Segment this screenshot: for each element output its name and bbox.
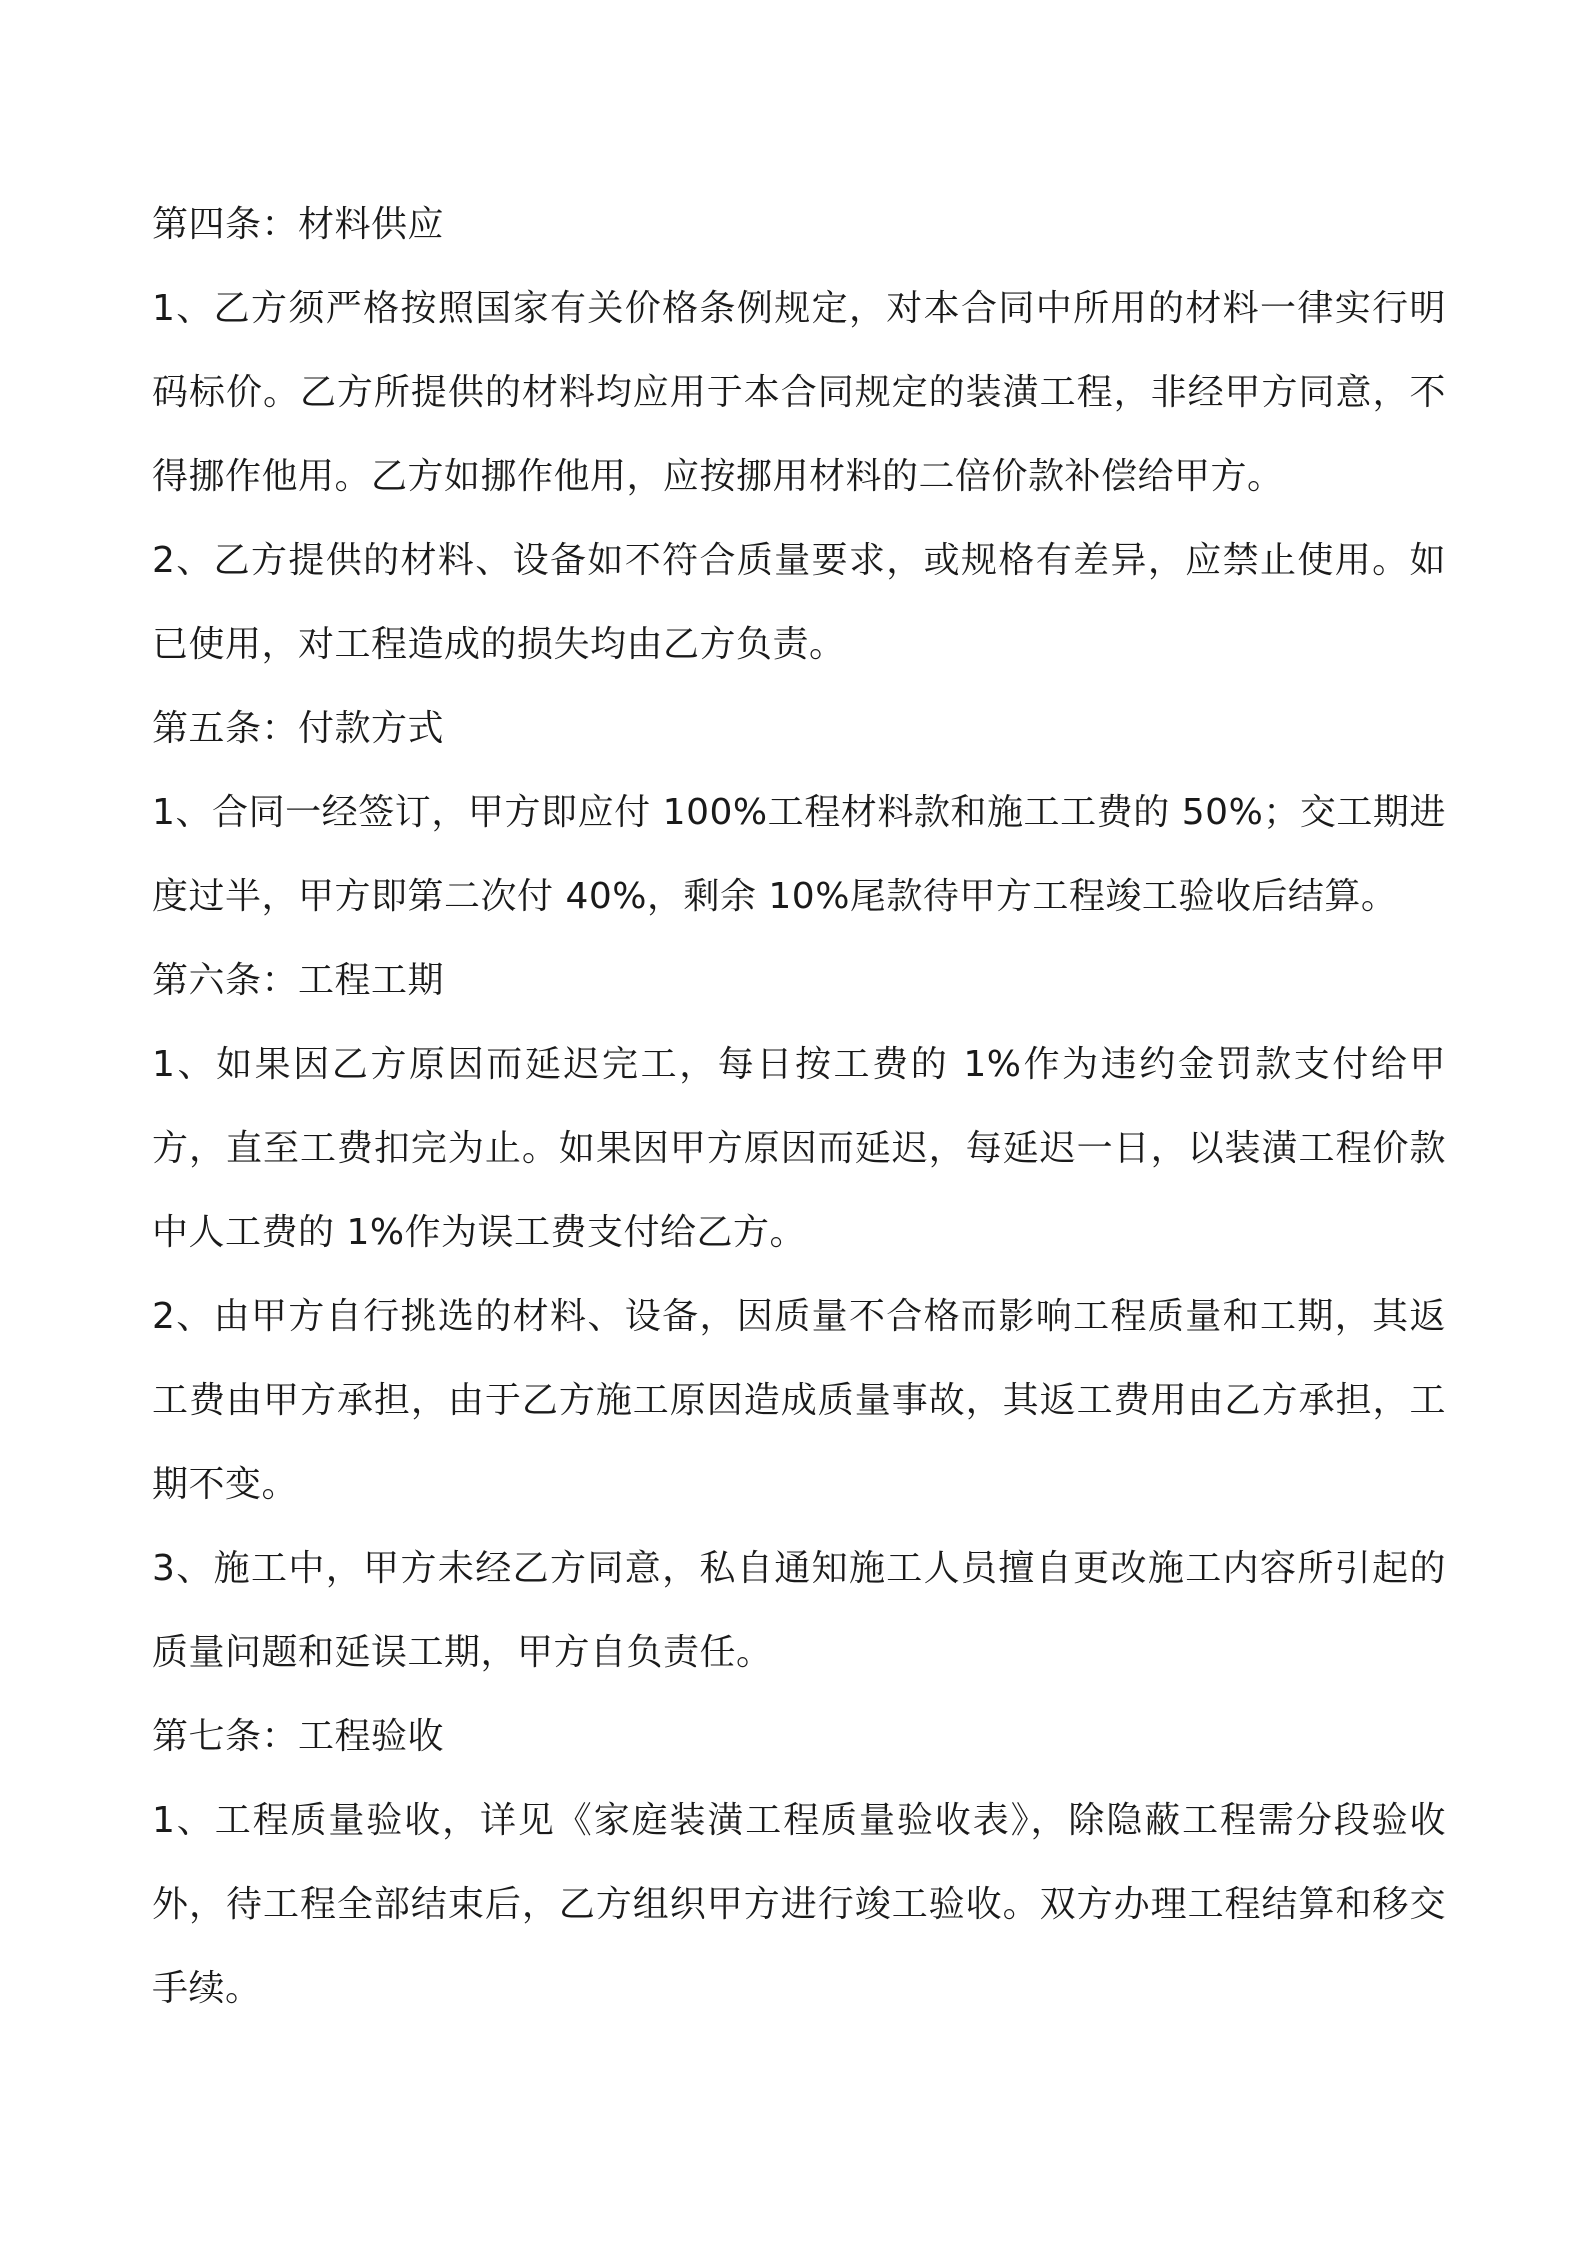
clause-paragraph: 2、乙方提供的材料、设备如不符合质量要求，或规格有差异，应禁止使用。如已使用，对工程造成的损失均由乙方负责。 xyxy=(152,540,1446,665)
clause-paragraph: 1、工程质量验收，详见《家庭装潢工程质量验收表》，除隐蔽工程需分段验收外，待工程全部结束后，乙方组织甲方进行竣工验收。双方办理工程结算和移交手续。 xyxy=(152,1800,1446,2009)
clause-paragraph: 1、如果因乙方原因而延迟完工，每日按工费的 1%作为违约金罚款支付给甲方，直至工费扣完为止。如果因甲方原因而延迟，每延迟一日，以装潢工程价款中人工费的 1%作为误工费支付给乙方。 xyxy=(152,1044,1446,1253)
clause-paragraph: 1、乙方须严格按照国家有关价格条例规定，对本合同中所用的材料一律实行明码标价。乙方所提供的材料均应用于本合同规定的装潢工程，非经甲方同意，不得挪作他用。乙方如挪作他用，应按挪用材料的二倍价款补偿给甲方。 xyxy=(152,288,1446,497)
clause-paragraph: 3、施工中，甲方未经乙方同意，私自通知施工人员擅自更改施工内容所引起的质量问题和延误工期，甲方自负责任。 xyxy=(152,1548,1446,1673)
clause-paragraph: 1、合同一经签订，甲方即应付 100%工程材料款和施工工费的 50%；交工期进度过半，甲方即第二次付 40%，剩余 10%尾款待甲方工程竣工验收后结算。 xyxy=(152,792,1446,917)
section-heading-payment: 第五条：付款方式 xyxy=(152,708,445,749)
section-heading-acceptance: 第七条：工程验收 xyxy=(152,1716,445,1757)
section-heading-schedule: 第六条：工程工期 xyxy=(152,960,445,1001)
section-heading-materials: 第四条：材料供应 xyxy=(152,204,445,245)
clause-paragraph: 2、由甲方自行挑选的材料、设备，因质量不合格而影响工程质量和工期，其返工费由甲方承担，由于乙方施工原因造成质量事故，其返工费用由乙方承担，工期不变。 xyxy=(152,1296,1446,1505)
